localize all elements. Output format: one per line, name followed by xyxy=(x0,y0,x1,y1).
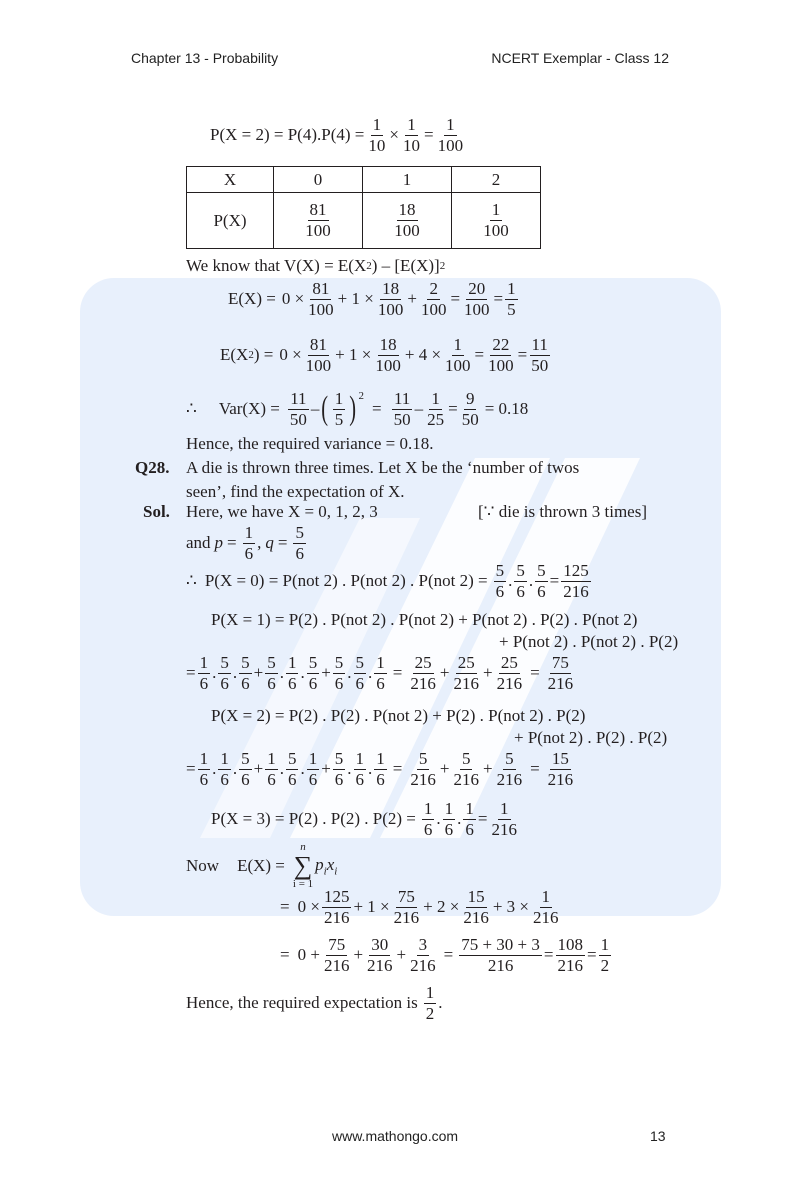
variance-conclusion: Hence, the required variance = 0.18. xyxy=(186,434,434,453)
variance-formula: We know that V(X) = E(X 2 ) – [E(X)] 2 xyxy=(186,256,446,275)
eq-expectation-square: E(X 2 ) = 0 × $\frac{81}{100}$ + 1 × $\frac{18}{100}$ + 4 × $\frac{1}{100}$ = $\frac{22}{100}$ = $\frac{11}{50}$ xyxy=(220,335,549,375)
table-cell: P(X) xyxy=(187,193,274,249)
equals-sign: = xyxy=(423,125,434,145)
fraction: $\frac{1}{100}$ xyxy=(437,115,464,155)
p-q-values: and p = $\frac{1}{6}$ , q = $\frac{5}{6}$ xyxy=(186,523,304,563)
table-cell: X xyxy=(187,167,274,193)
solution-line1: Here, we have X = 0, 1, 2, 3 xyxy=(186,502,378,521)
table-cell xyxy=(274,193,363,249)
header-book: NCERT Exemplar - Class 12 xyxy=(491,50,669,66)
fraction: $\frac{1}{10}$ xyxy=(402,115,420,155)
question-label: Q28. xyxy=(135,458,170,477)
eq-px1-line2: + P(not 2) . P(not 2) . P(2) xyxy=(499,632,679,651)
eq-expectation-row3: = 0 + $\frac{75}{216}$ + $\frac{30}{216}$ + $\frac{3}{216}$ = $\frac{75 + 30 + 3}{216}$ = $\frac{108}{216}$ = $\frac{1}{2}$ xyxy=(280,935,610,975)
table-cell xyxy=(363,193,452,249)
solution-label: Sol. xyxy=(143,502,170,521)
table-header-row xyxy=(187,167,541,193)
fraction: $\frac{1}{10}$ xyxy=(368,115,386,155)
sigma-icon: n ∑ i = 1 xyxy=(292,841,314,890)
expectation-conclusion: Hence, the required expectation is $\frac{1}{2}$ . xyxy=(186,983,443,1023)
fraction: $\frac{1}{100}$ xyxy=(483,200,509,240)
question-text-line1: A die is thrown three times. Let X be the ‘number of twos xyxy=(186,458,580,477)
eq-px2-line2: + P(not 2) . P(2) . P(2) xyxy=(514,728,668,747)
eq-px2-prev xyxy=(210,116,467,155)
fraction: $\frac{81}{100}$ xyxy=(305,200,331,240)
header-chapter: Chapter 13 - Probability xyxy=(131,50,279,66)
eq-expectation-row2: = 0 × $\frac{125}{216}$ + 1 × $\frac{75}{216}$ + 2 × $\frac{15}{216}$ + 3 × $\frac{1}{216}$ xyxy=(280,887,559,927)
solution-note: [∵ die is thrown 3 times] xyxy=(478,502,647,521)
table-cell: 1 xyxy=(363,167,452,193)
question-text-line2: seen’, find the expectation of X. xyxy=(186,482,405,501)
footer-url[interactable]: www.mathongo.com xyxy=(332,1128,459,1144)
table-row xyxy=(187,193,541,249)
eq-px2-expand: = $\frac{1}{6}$ . $\frac{1}{6}$ . $\frac{5}{6}$ + $\frac{1}{6}$ . $\frac{5}{6}$ . $\frac{1}{6}$ + $\frac{5}{6}$ . $\frac{1}{6}$ . $\frac{1}{6}$ = $\frac{5}{216}$ + $\frac{5}{216}$ + $\frac{5}{216}$ = $\frac{15}{216}$ xyxy=(186,749,574,789)
eq-px3: P(X = 3) = P(2) . P(2) . P(2) = $\frac{1}{6}$ . $\frac{1}{6}$ . $\frac{1}{6}$ = $\frac{1}{216}$ xyxy=(211,799,517,839)
probability-table xyxy=(186,166,541,249)
text: P(X = 2) = P(4).P(4) = xyxy=(210,125,365,145)
times-sign: × xyxy=(389,125,399,145)
table-cell xyxy=(452,193,541,249)
eq-px1-expand: = $\frac{1}{6}$ . $\frac{5}{6}$ . $\frac{5}{6}$ + $\frac{5}{6}$ . $\frac{1}{6}$ . $\frac{5}{6}$ + $\frac{5}{6}$ . $\frac{5}{6}$ . $\frac{1}{6}$ = $\frac{25}{216}$ + $\frac{25}{216}$ + $\frac{25}{216}$ = $\frac{75}{216}$ xyxy=(186,653,574,693)
eq-px1-line1: P(X = 1) = P(2) . P(not 2) . P(not 2) + P(not 2) . P(2) . P(not 2) xyxy=(211,610,638,629)
page-number: 13 xyxy=(650,1128,666,1144)
eq-expectation-sum: Now E(X) = n ∑ i = 1 $p_ix_i$ xyxy=(186,841,338,890)
table-cell: 2 xyxy=(452,167,541,193)
eq-px0: ∴ P(X = 0) = P(not 2) . P(not 2) . P(not 2) = $\frac{5}{6}$ . $\frac{5}{6}$ . $\frac{5}{6}$ = $\frac{125}{216}$ xyxy=(186,561,589,601)
eq-expectation: E(X) = 0 × $\frac{81}{100}$ + 1 × $\frac{18}{100}$ + $\frac{2}{100}$ = $\frac{20}{100}$ = $\frac{1}{5}$ xyxy=(228,279,516,319)
eq-px2-line1: P(X = 2) = P(2) . P(2) . P(not 2) + P(2) . P(not 2) . P(2) xyxy=(211,706,586,725)
fraction: $\frac{18}{100}$ xyxy=(394,200,420,240)
table-cell: 0 xyxy=(274,167,363,193)
eq-variance: ∴ Var(X) = $\frac{11}{50}$ – ( $\frac{1}{5}$ ) $^2$ = $\frac{11}{50}$ – $\frac{1}{25}$ = $\frac{9}{50}$ = 0.18 xyxy=(186,389,529,429)
